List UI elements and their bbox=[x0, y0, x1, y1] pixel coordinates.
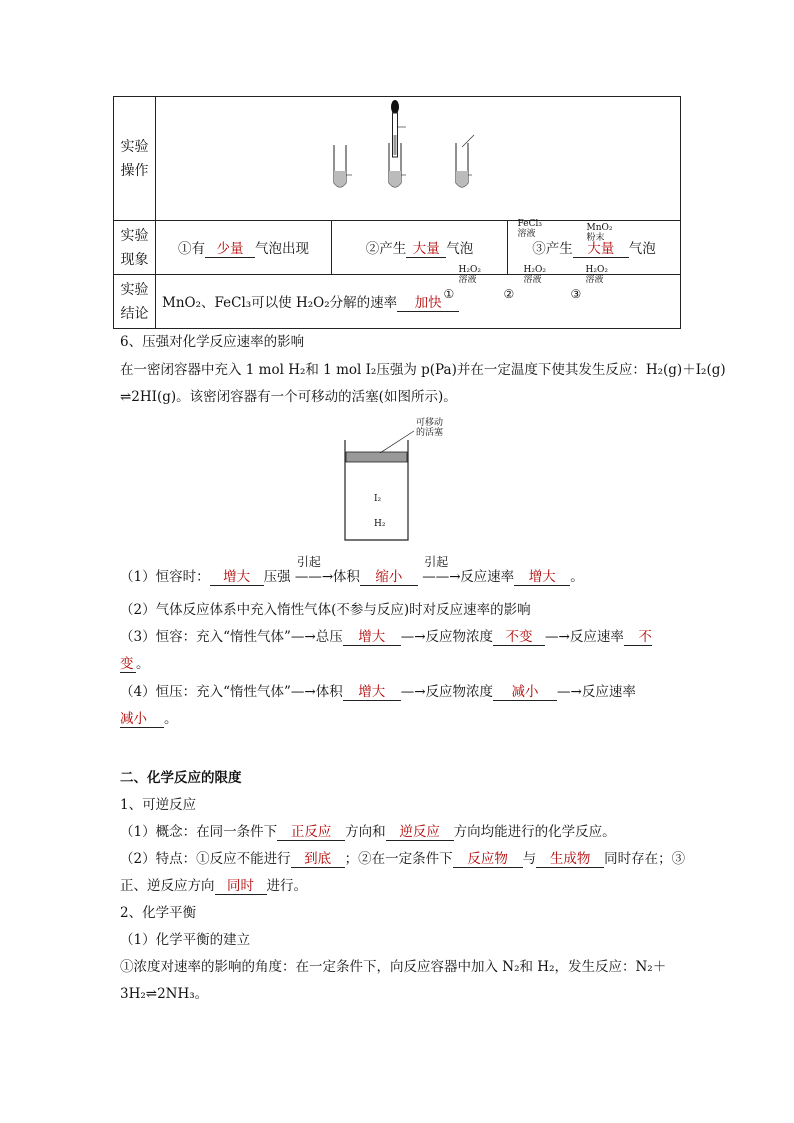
test-tubes-figure bbox=[156, 97, 680, 216]
h2o2-label-2: H₂O₂ 溶液 bbox=[523, 264, 546, 285]
e3-line: 3H₂⇌2NH₃。 bbox=[120, 986, 209, 1002]
gas-i2-label: I₂ bbox=[374, 494, 382, 504]
arrow-cause-2: 引起 ——→ bbox=[422, 555, 461, 585]
gas-h2-label: H₂ bbox=[374, 519, 386, 529]
test-tube-1 bbox=[334, 145, 346, 187]
e2-line: ①浓度对速率的影响的角度：在一定条件下，向反应容器中加入 N₂和 H₂，发生反应：N₂＋ bbox=[120, 959, 667, 975]
row-header-operation: 实验操作 bbox=[114, 97, 156, 221]
e1-line: （1）化学平衡的建立 bbox=[120, 932, 251, 948]
q2-line: （2）气体反应体系中充入惰性气体(不参与反应)时对反应速率的影响 bbox=[120, 602, 531, 618]
piston-label: 可移动 的活塞 bbox=[416, 418, 444, 438]
c1-line: （1）概念：在同一条件下 正反应 方向和 逆反应 方向均能进行的化学反应。 bbox=[120, 820, 616, 841]
phenomenon-2: ②产生 大量 气泡 bbox=[332, 221, 508, 275]
q3-line: （3）恒容：充入“惰性气体”—→总压 增大 —→反应物浓度 不变 —→反应速率 不 bbox=[120, 625, 652, 646]
test-tube-2 bbox=[389, 100, 401, 187]
section6-intro-2: ⇌2HI(g)。该密闭容器有一个可移动的活塞(如图所示)。 bbox=[120, 389, 457, 405]
row-header-phenomenon: 实验现象 bbox=[114, 221, 156, 275]
q1-line: （1）恒容时： 增大 压强 引起 ——→体积 缩小 引起 ——→反应速率 增大 。 bbox=[120, 555, 584, 585]
piston-container-figure bbox=[340, 415, 465, 545]
row-header-conclusion: 实验结论 bbox=[114, 275, 156, 329]
tube-number-3: ③ bbox=[570, 286, 582, 301]
experiment-table bbox=[113, 96, 681, 329]
c2-line: （2）特点：①反应不能进行 到底 ；②在一定条件下 反应物 与 生成物 同时存在；③ bbox=[120, 847, 685, 868]
phenomenon-1: ①有 少量 气泡出现 bbox=[156, 221, 332, 275]
q4-line: （4）恒压：充入“惰性气体”—→体积 增大 —→反应物浓度 减小 —→反应速率 bbox=[120, 680, 636, 701]
arrow-cause-1: 引起 ——→ bbox=[294, 555, 334, 585]
section6-title: 6、压强对化学反应速率的影响 bbox=[120, 334, 305, 350]
part2-sub2: 2、化学平衡 bbox=[120, 905, 197, 921]
q3-line-cont: 变 。 bbox=[120, 652, 150, 673]
h2o2-label-3: H₂O₂ 溶液 bbox=[585, 264, 608, 285]
fecl3-label: FeCl₃ 溶液 bbox=[517, 218, 542, 239]
conclusion-cell: MnO₂、FeCl₃可以使 H₂O₂分解的速率 加快 bbox=[156, 275, 681, 329]
mno2-label: MnO₂ 粉末 bbox=[586, 222, 613, 243]
c3-line: 正、逆反应方向 同时 进行。 bbox=[120, 874, 307, 895]
test-tube-3 bbox=[456, 135, 474, 187]
part2-title: 二、化学反应的限度 bbox=[120, 770, 242, 786]
section6-intro-1: 在一密闭容器中充入 1 mol H₂和 1 mol I₂压强为 p(Pa)并在一定温度下使其发生反应：H₂(g)＋I₂(g) bbox=[120, 362, 726, 378]
tube-number-1: ① bbox=[443, 286, 455, 301]
phenomenon-3: ③产生 大量 气泡 bbox=[508, 221, 681, 275]
tube-number-2: ② bbox=[503, 286, 515, 301]
q4-line-cont: 减小 。 bbox=[120, 707, 178, 728]
part2-sub1: 1、可逆反应 bbox=[120, 797, 197, 813]
h2o2-label-1: H₂O₂ 溶液 bbox=[458, 264, 481, 285]
